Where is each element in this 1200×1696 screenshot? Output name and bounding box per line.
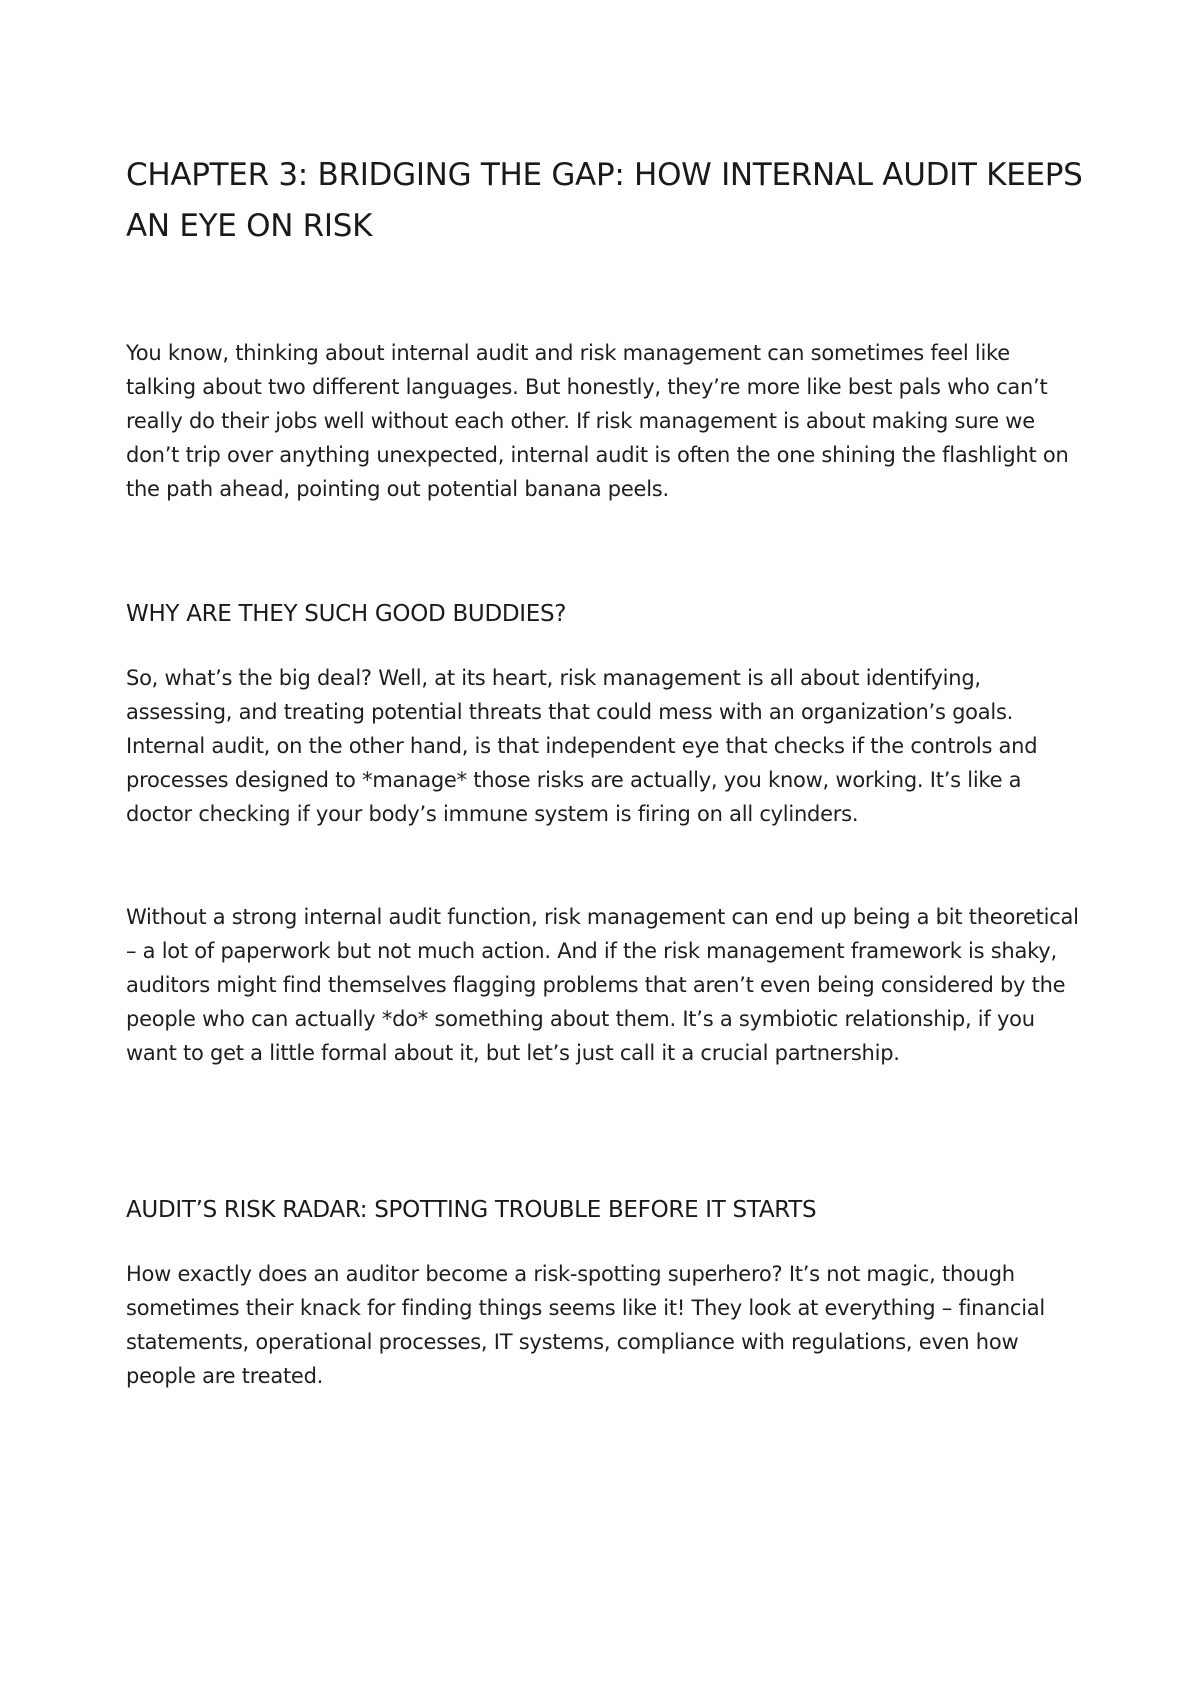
section-paragraph: How exactly does an auditor become a risk-spotting superhero? It’s not magic, though sometimes their knack for finding things seems like it! They look at everything – financial statements, operational processes, IT systems, compliance with regulations, even how people are treated. <box>126 1262 1045 1388</box>
chapter-title: CHAPTER 3: BRIDGING THE GAP: HOW INTERNAL AUDIT KEEPS AN EYE ON RISK <box>126 157 1083 244</box>
section-paragraph: So, what’s the big deal? Well, at its heart, risk management is all about identifying, assessing, and treating potential threats that could mess with an organization’s goals. Internal audit, on the other hand, is that independent eye that checks if the controls and processes designed to *manage* those risks are actually, you know, working. It’s like a doctor checking if your body’s immune system is firing on all cylinders. <box>126 666 1038 826</box>
section-heading-risk-radar: AUDIT’S RISK RADAR: SPOTTING TROUBLE BEFORE IT STARTS <box>126 1197 817 1223</box>
intro-paragraph: You know, thinking about internal audit and risk management can sometimes feel like talking about two different languages. But honestly, they’re more like best pals who can’t really do their jobs well without each other. If risk management is about making sure we don’t trip over anything unexpected, internal audit is often the one shining the flashlight on the path ahead, pointing out potential banana peels. <box>126 341 1069 501</box>
section-heading-buddies: WHY ARE THEY SUCH GOOD BUDDIES? <box>126 601 567 627</box>
section-paragraph: Without a strong internal audit function, risk management can end up being a bit theoretical – a lot of paperwork but not much action. And if the risk management framework is shaky, auditors might find themselves flagging problems that aren’t even being considered by the people who can actually *do* something about them. It’s a symbiotic relationship, if you want to get a little formal about it, but let’s just call it a crucial partnership. <box>126 905 1079 1065</box>
